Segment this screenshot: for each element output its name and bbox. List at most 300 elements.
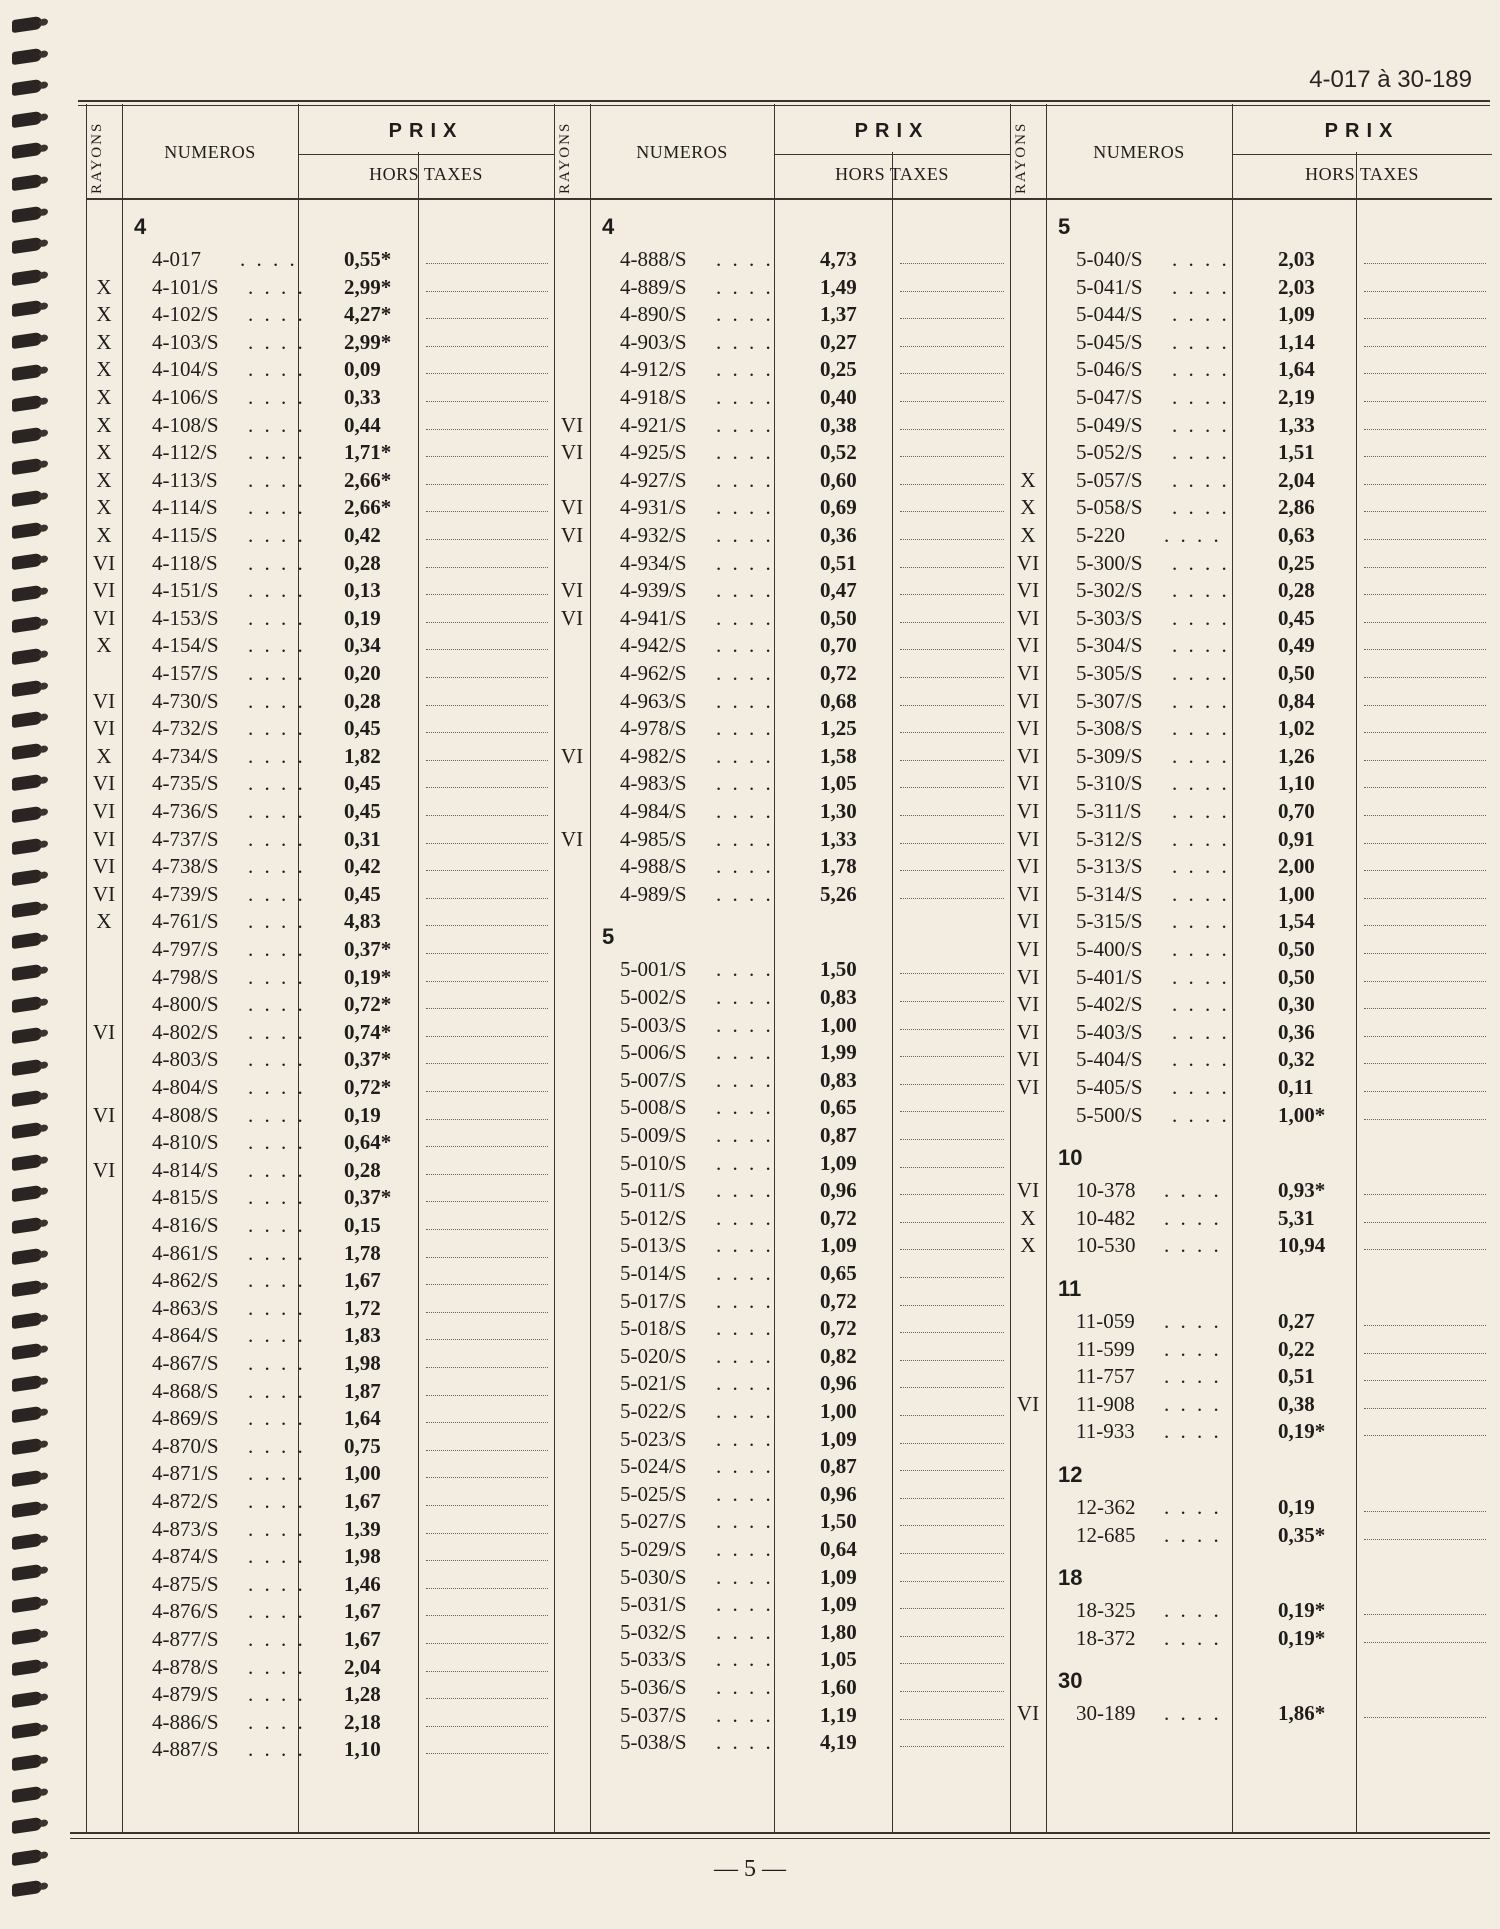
table-row — [1010, 688, 1492, 714]
price-value: 0,19* — [1278, 1625, 1326, 1650]
article-number: 5-024/S — [620, 1454, 687, 1479]
blank-entry-line — [426, 511, 548, 512]
leader-dots: . . . . — [248, 1737, 306, 1762]
price-value: 2,99* — [344, 329, 392, 354]
leader-dots: . . . . — [1172, 440, 1230, 465]
price-value: 1,64 — [1278, 357, 1315, 382]
article-number: 11-933 — [1076, 1419, 1135, 1444]
blank-entry-line — [900, 677, 1004, 678]
price-value: 1,86* — [1278, 1701, 1326, 1726]
blank-entry-line — [426, 1422, 548, 1423]
table-row — [1010, 329, 1492, 355]
article-number: 5-302/S — [1076, 578, 1143, 603]
blank-entry-line — [900, 760, 1004, 761]
price-value: 0,38 — [1278, 1391, 1315, 1416]
leader-dots: . . . . — [1164, 1336, 1222, 1361]
article-number: 4-875/S — [152, 1571, 219, 1596]
blank-entry-line — [1364, 1008, 1486, 1009]
price-value: 1,80 — [820, 1619, 857, 1644]
leader-dots: . . . . — [248, 826, 306, 851]
price-value: 0,65 — [820, 1261, 857, 1285]
blank-entry-line — [1364, 732, 1486, 733]
spiral-hole — [12, 1501, 42, 1518]
price-value: 0,72* — [344, 1075, 392, 1099]
article-number: 5-058/S — [1076, 495, 1143, 520]
price-value: 0,36 — [1278, 1019, 1315, 1044]
price-value: 0,64 — [820, 1537, 857, 1561]
blank-entry-line — [426, 1643, 548, 1644]
price-value: 1,49 — [820, 274, 857, 299]
table-row — [86, 1240, 554, 1266]
rayon-code: X — [96, 909, 112, 934]
blank-entry-line — [1364, 1222, 1486, 1223]
article-number: 4-118/S — [152, 550, 218, 575]
rayon-code: VI — [92, 1102, 116, 1127]
table-row — [86, 881, 554, 907]
article-number: 4-861/S — [152, 1240, 219, 1265]
leader-dots: . . . . — [716, 1399, 774, 1423]
price-value: 2,86 — [1278, 495, 1315, 520]
article-number: 4-874/S — [152, 1544, 219, 1569]
price-value: 1,05 — [820, 1647, 857, 1672]
group-label: 4 — [602, 214, 615, 239]
leader-dots: . . . . — [716, 1233, 774, 1258]
price-value: 0,36 — [820, 523, 857, 547]
leader-dots: . . . . — [248, 1406, 306, 1431]
blank-entry-line — [426, 1312, 548, 1313]
article-number: 4-104/S — [152, 357, 219, 382]
leader-dots: . . . . — [716, 1012, 774, 1037]
price-value: 0,42 — [344, 854, 381, 879]
article-number: 4-802/S — [152, 1019, 219, 1044]
leader-dots: . . . . — [1164, 1701, 1222, 1726]
spiral-hole — [12, 1754, 42, 1771]
blank-entry-line — [900, 870, 1004, 871]
price-value: 0,30 — [1278, 992, 1315, 1017]
prix-header: PRIX — [1324, 120, 1400, 142]
article-number: 11-757 — [1076, 1364, 1135, 1389]
table-row — [86, 991, 554, 1017]
blank-entry-line — [1364, 1063, 1486, 1064]
leader-dots: . . . . — [248, 909, 306, 934]
group-label: 12 — [1058, 1462, 1083, 1487]
spiral-hole — [12, 1185, 42, 1202]
table-row — [86, 1433, 554, 1459]
leader-dots: . . . . — [240, 247, 298, 271]
table-row — [86, 550, 554, 576]
leader-dots: . . . . — [716, 985, 774, 1009]
article-number: 4-988/S — [620, 854, 687, 879]
blank-entry-line — [426, 346, 548, 347]
price-value: 0,50 — [1278, 937, 1315, 961]
leader-dots: . . . . — [1172, 937, 1230, 961]
rayon-code: VI — [1016, 1701, 1040, 1726]
table-row — [1010, 881, 1492, 907]
blank-entry-line — [426, 981, 548, 982]
table-row — [86, 770, 554, 796]
group-label: 10 — [1058, 1145, 1083, 1171]
group-label: 30 — [1058, 1668, 1083, 1694]
table-row — [554, 1232, 1010, 1258]
table-row — [1010, 936, 1492, 962]
price-value: 1,28 — [344, 1682, 381, 1707]
leader-dots: . . . . — [716, 957, 774, 982]
price-value: 0,19 — [344, 1102, 381, 1127]
leader-dots: . . . . — [248, 440, 306, 465]
price-value: 1,87 — [344, 1378, 381, 1403]
table-row — [86, 1598, 554, 1624]
price-value: 4,73 — [820, 247, 857, 271]
article-number: 5-500/S — [1076, 1102, 1143, 1127]
article-number: 4-732/S — [152, 716, 219, 741]
article-number: 5-405/S — [1076, 1075, 1143, 1099]
blank-entry-line — [426, 1367, 548, 1368]
leader-dots: . . . . — [716, 1123, 774, 1147]
table-row — [86, 1102, 554, 1128]
table-row — [554, 956, 1010, 982]
article-number: 5-036/S — [620, 1675, 687, 1699]
price-value: 0,93* — [1278, 1178, 1326, 1203]
price-value: 1,39 — [344, 1516, 381, 1541]
leader-dots: . . . . — [716, 1454, 774, 1479]
numeros-header: NUMEROS — [1093, 142, 1185, 162]
rayon-code: VI — [92, 771, 116, 796]
group-label: 5 — [1058, 214, 1071, 239]
spiral-hole — [12, 269, 42, 286]
blank-entry-line — [1364, 429, 1486, 430]
price-value: 0,70 — [1278, 799, 1315, 823]
blank-entry-line — [1364, 318, 1486, 319]
article-number: 5-040/S — [1076, 247, 1143, 271]
article-number: 5-023/S — [620, 1426, 687, 1451]
blank-entry-line — [1364, 539, 1486, 540]
price-value: 1,67 — [344, 1599, 381, 1624]
table-row — [554, 1536, 1010, 1562]
table-row — [554, 1288, 1010, 1314]
blank-entry-line — [900, 1194, 1004, 1195]
price-value: 0,31 — [344, 826, 381, 851]
hors-taxes-header: HORS TAXES — [369, 164, 483, 184]
leader-dots: . . . . — [716, 1537, 774, 1561]
spiral-hole — [12, 995, 42, 1012]
article-number: 5-027/S — [620, 1509, 687, 1534]
leader-dots: . . . . — [1164, 1233, 1222, 1258]
leader-dots: . . . . — [716, 247, 774, 271]
price-value: 0,96 — [820, 1178, 857, 1203]
blank-entry-line — [426, 843, 548, 844]
price-value: 0,45 — [1278, 605, 1315, 630]
blank-entry-line — [900, 1525, 1004, 1526]
table-row — [554, 1702, 1010, 1728]
leader-dots: . . . . — [248, 329, 306, 354]
article-number: 5-011/S — [620, 1178, 686, 1203]
spiral-hole — [12, 869, 42, 886]
article-number: 4-157/S — [152, 661, 219, 685]
table-row — [86, 494, 554, 520]
table-row — [1010, 439, 1492, 465]
blank-entry-line — [1364, 291, 1486, 292]
price-value: 0,15 — [344, 1213, 381, 1237]
blank-entry-line — [900, 649, 1004, 650]
article-number: 10-530 — [1076, 1233, 1136, 1258]
leader-dots: . . . . — [716, 1067, 774, 1092]
leader-dots: . . . . — [1172, 578, 1230, 603]
article-number: 18-372 — [1076, 1625, 1136, 1650]
blank-entry-line — [900, 456, 1004, 457]
table-row — [1010, 412, 1492, 438]
leader-dots: . . . . — [248, 412, 306, 437]
blank-entry-line — [900, 1277, 1004, 1278]
blank-entry-line — [426, 539, 548, 540]
article-number: 5-022/S — [620, 1399, 687, 1423]
article-number: 4-989/S — [620, 881, 687, 906]
blank-entry-line — [900, 843, 1004, 844]
table-row — [1010, 1336, 1492, 1362]
article-number: 30-189 — [1076, 1701, 1136, 1726]
table-row — [554, 301, 1010, 327]
table-row — [554, 1012, 1010, 1038]
table-row — [554, 1260, 1010, 1286]
price-value: 1,33 — [820, 826, 857, 851]
blank-entry-line — [426, 1615, 548, 1616]
price-value: 0,50 — [1278, 964, 1315, 989]
blank-entry-line — [900, 567, 1004, 568]
blank-entry-line — [426, 594, 548, 595]
spiral-hole — [12, 585, 42, 602]
table-row — [86, 1516, 554, 1542]
price-value: 0,87 — [820, 1123, 857, 1147]
leader-dots: . . . . — [1164, 1309, 1222, 1333]
rayon-code: VI — [92, 854, 116, 879]
rayon-code: X — [96, 440, 112, 465]
leader-dots: . . . . — [1164, 1205, 1222, 1230]
table-row — [86, 1129, 554, 1155]
leader-dots: . . . . — [1172, 385, 1230, 409]
price-value: 2,66* — [344, 467, 392, 492]
article-number: 4-939/S — [620, 578, 687, 603]
article-number: 5-044/S — [1076, 302, 1143, 327]
blank-entry-line — [900, 815, 1004, 816]
rayon-code: X — [96, 412, 112, 437]
spiral-hole — [12, 363, 42, 380]
article-number: 4-737/S — [152, 826, 219, 851]
leader-dots: . . . . — [716, 523, 774, 547]
leader-dots: . . . . — [716, 661, 774, 685]
article-number: 4-942/S — [620, 633, 687, 658]
rayon-code: VI — [92, 799, 116, 823]
article-number: 5-046/S — [1076, 357, 1143, 382]
article-number: 12-685 — [1076, 1522, 1136, 1547]
article-number: 4-735/S — [152, 771, 219, 796]
spiral-hole — [12, 774, 42, 791]
blank-entry-line — [1364, 1194, 1486, 1195]
price-value: 2,03 — [1278, 274, 1315, 299]
rayon-code: VI — [1016, 1391, 1040, 1416]
blank-entry-line — [426, 732, 548, 733]
rayon-code: X — [1020, 495, 1036, 520]
table-row — [86, 384, 554, 410]
article-number: 10-378 — [1076, 1178, 1136, 1203]
blank-entry-line — [426, 429, 548, 430]
table-row — [86, 522, 554, 548]
leader-dots: . . . . — [716, 1261, 774, 1285]
table-row — [86, 577, 554, 603]
article-number: 10-482 — [1076, 1205, 1136, 1230]
leader-dots: . . . . — [1172, 1047, 1230, 1072]
table-row — [554, 1591, 1010, 1617]
table-row — [86, 1212, 554, 1238]
spiral-hole — [12, 1122, 42, 1139]
article-number: 5-031/S — [620, 1592, 687, 1617]
table-row — [1010, 826, 1492, 852]
table-row — [86, 688, 554, 714]
leader-dots: . . . . — [1172, 633, 1230, 658]
blank-entry-line — [426, 1008, 548, 1009]
price-value: 0,22 — [1278, 1336, 1315, 1361]
leader-dots: . . . . — [716, 412, 774, 437]
rayon-code: X — [96, 274, 112, 299]
leader-dots: . . . . — [716, 743, 774, 768]
rayon-code: VI — [1016, 799, 1040, 823]
rayon-code: VI — [560, 412, 584, 437]
article-number: 4-804/S — [152, 1075, 219, 1099]
table-row — [554, 770, 1010, 796]
table-row — [86, 1405, 554, 1431]
price-value: 5,26 — [820, 881, 857, 906]
leader-dots: . . . . — [716, 578, 774, 603]
spiral-hole — [12, 932, 42, 949]
leader-dots: . . . . — [716, 329, 774, 354]
rayon-code: VI — [560, 495, 584, 520]
table-row — [86, 1488, 554, 1514]
rayon-code: VI — [1016, 964, 1040, 989]
article-number: 4-739/S — [152, 881, 219, 906]
table-row — [1010, 605, 1492, 631]
leader-dots: . . . . — [716, 688, 774, 713]
price-value: 1,26 — [1278, 743, 1315, 768]
bottom-rule — [70, 1832, 1490, 1834]
spiral-hole — [12, 47, 42, 64]
article-number: 4-868/S — [152, 1378, 219, 1403]
blank-entry-line — [1364, 567, 1486, 568]
leader-dots: . . . . — [716, 1481, 774, 1506]
article-number: 4-867/S — [152, 1351, 219, 1375]
blank-entry-line — [900, 1305, 1004, 1306]
price-value: 0,52 — [820, 440, 857, 465]
spiral-hole — [12, 964, 42, 981]
price-value: 0,38 — [820, 412, 857, 437]
rayon-code: VI — [1016, 854, 1040, 879]
price-value: 0,13 — [344, 578, 381, 603]
price-value: 4,19 — [820, 1730, 857, 1755]
group-label: 4 — [134, 214, 147, 239]
leader-dots: . . . . — [248, 1047, 306, 1072]
rayon-code: VI — [1016, 1178, 1040, 1203]
leader-dots: . . . . — [248, 964, 306, 989]
blank-entry-line — [426, 1533, 548, 1534]
table-row — [554, 743, 1010, 769]
leader-dots: . . . . — [716, 440, 774, 465]
table-row — [554, 274, 1010, 300]
blank-entry-line — [900, 1415, 1004, 1416]
table-row — [1010, 908, 1492, 934]
rayon-code: X — [96, 329, 112, 354]
table-row — [554, 1039, 1010, 1065]
bottom-rule-thin — [70, 1838, 1490, 1839]
blank-entry-line — [426, 1477, 548, 1478]
table-row — [1010, 991, 1492, 1017]
blank-entry-line — [900, 1056, 1004, 1057]
blank-entry-line — [426, 870, 548, 871]
rayon-code: VI — [1016, 1019, 1040, 1044]
blank-entry-line — [426, 291, 548, 292]
price-value: 1,00 — [820, 1012, 857, 1037]
table-row — [554, 1564, 1010, 1590]
table-row — [86, 301, 554, 327]
leader-dots: . . . . — [248, 661, 306, 685]
spiral-binding — [6, 10, 54, 1920]
blank-entry-line — [1364, 705, 1486, 706]
price-value: 0,28 — [1278, 578, 1315, 603]
spiral-hole — [12, 837, 42, 854]
price-value: 1,82 — [344, 743, 381, 768]
leader-dots: . . . . — [1172, 357, 1230, 382]
blank-entry-line — [900, 898, 1004, 899]
table-row — [86, 1019, 554, 1045]
blank-entry-line — [1364, 1717, 1486, 1718]
article-number: 4-864/S — [152, 1323, 219, 1348]
table-row — [86, 1074, 554, 1100]
article-number: 4-798/S — [152, 964, 219, 989]
price-value: 1,54 — [1278, 909, 1315, 934]
table-row — [86, 356, 554, 382]
price-value: 0,09 — [344, 357, 381, 382]
rayon-code: VI — [92, 1157, 116, 1182]
blank-entry-line — [900, 1636, 1004, 1637]
article-number: 4-932/S — [620, 523, 687, 547]
blank-entry-line — [426, 1036, 548, 1037]
article-number: 4-106/S — [152, 385, 219, 409]
article-number: 5-020/S — [620, 1343, 687, 1368]
article-number: 4-888/S — [620, 247, 687, 271]
leader-dots: . . . . — [716, 495, 774, 520]
blank-entry-line — [1364, 843, 1486, 844]
price-value: 0,19 — [344, 605, 381, 630]
article-number: 5-049/S — [1076, 412, 1143, 437]
price-value: 1,83 — [344, 1323, 381, 1348]
leader-dots: . . . . — [248, 799, 306, 823]
table-row — [1010, 1177, 1492, 1203]
price-value: 0,28 — [344, 550, 381, 575]
spiral-hole — [12, 1817, 42, 1834]
table-row — [1010, 770, 1492, 796]
table-row — [1010, 715, 1492, 741]
price-value: 0,91 — [1278, 826, 1315, 851]
leader-dots: . . . . — [1172, 329, 1230, 354]
spiral-hole — [12, 553, 42, 570]
leader-dots: . . . . — [248, 1240, 306, 1265]
blank-entry-line — [1364, 1614, 1486, 1615]
price-value: 0,51 — [820, 550, 857, 575]
price-value: 2,66* — [344, 495, 392, 520]
article-number: 5-045/S — [1076, 329, 1143, 354]
article-number: 4-810/S — [152, 1130, 219, 1155]
blank-entry-line — [1364, 953, 1486, 954]
table-row — [1010, 522, 1492, 548]
leader-dots: . . . . — [248, 302, 306, 327]
article-number: 4-734/S — [152, 743, 219, 768]
leader-dots: . . . . — [1172, 688, 1230, 713]
